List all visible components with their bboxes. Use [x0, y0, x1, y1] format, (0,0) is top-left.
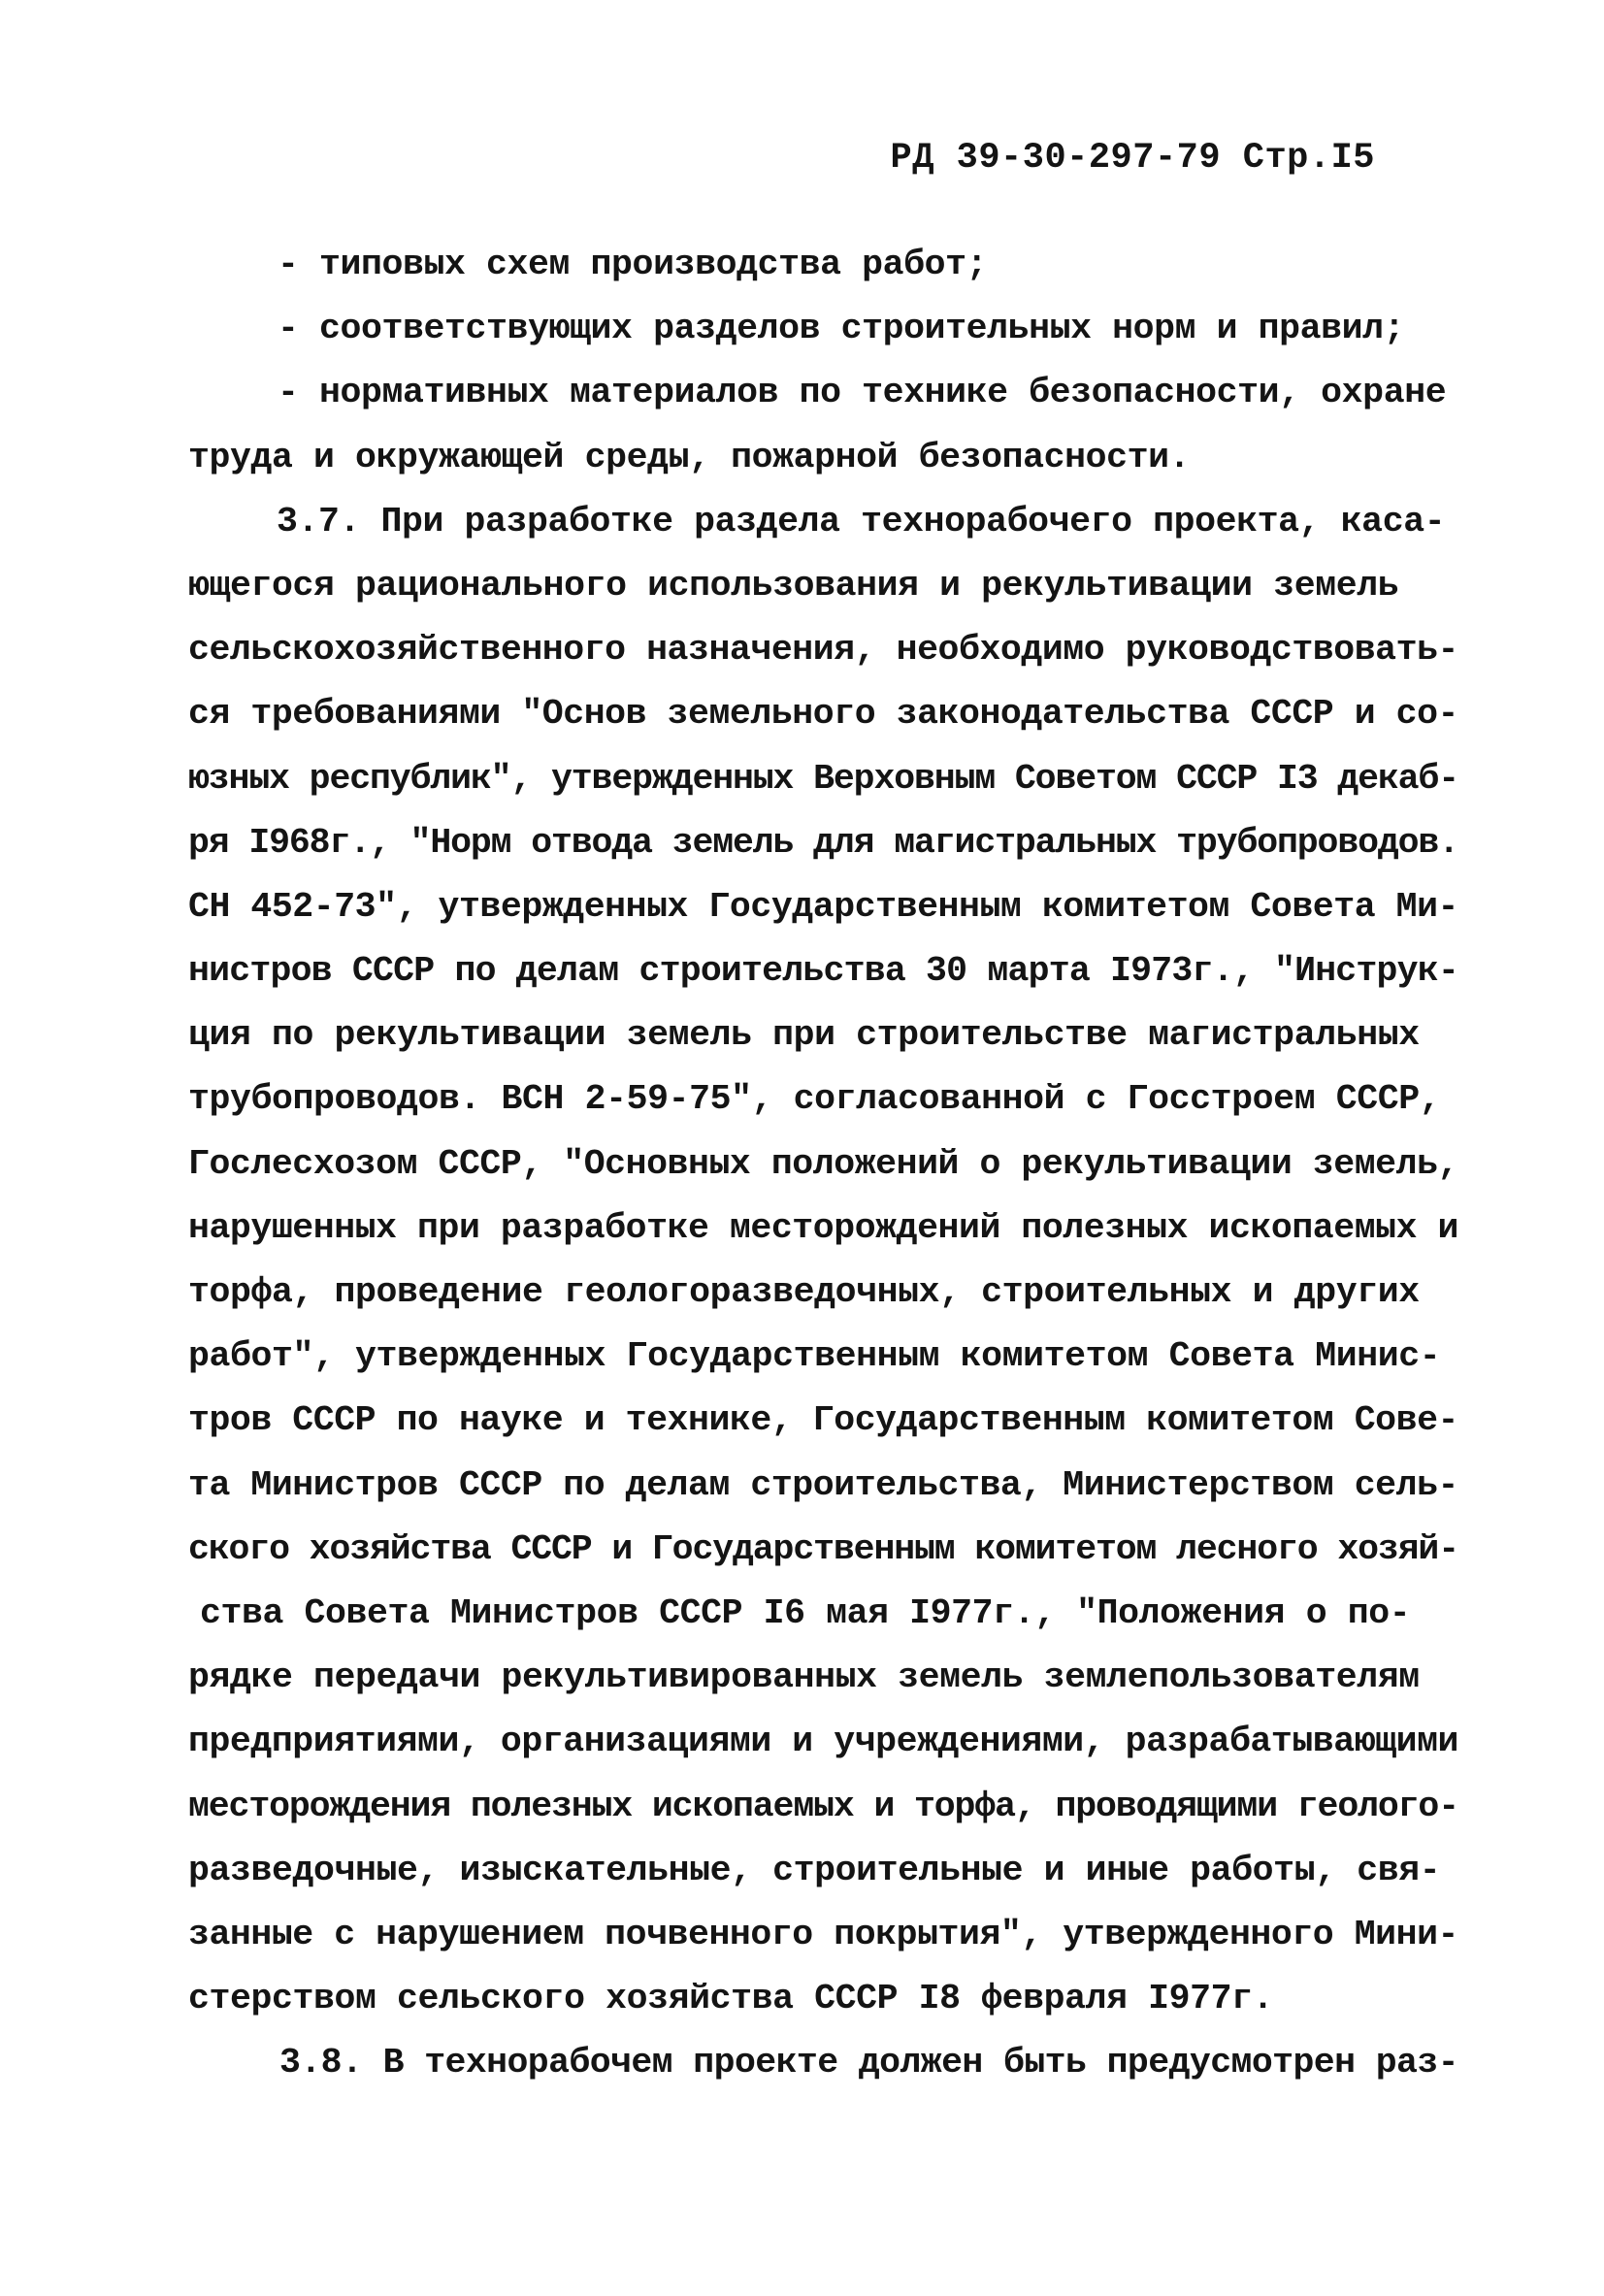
text-line: ция по рекультивации земель при строительстве магистральных [188, 1015, 1420, 1056]
text-line: разведочные, изыскательные, строительные и иные работы, свя- [188, 1850, 1441, 1890]
text-line: та Министров СССР по делам строительства, Министерством сель- [188, 1464, 1458, 1505]
text-line: 3.8. В технорабочем проекте должен быть предусмотрен раз- [279, 2043, 1458, 2083]
text-line: тров СССР по науке и технике, Государственным комитетом Сове- [188, 1400, 1458, 1441]
text-line: - соответствующих разделов строительных норм и правил; [278, 309, 1405, 349]
text-line: рядке передачи рекультивированных земель землепользователям [188, 1657, 1420, 1698]
text-line: месторождения полезных ископаемых и торфа, проводящими геолого- [188, 1786, 1458, 1826]
text-line: труда и окружающей среды, пожарной безопасности. [188, 437, 1191, 477]
text-line: сельскохозяйственного назначения, необходимо руководствовать- [188, 630, 1458, 671]
body-text [188, 233, 1458, 2095]
text-line: стерством сельского хозяйства СССР I8 февраля I977г. [188, 1979, 1274, 2019]
text-line: - типовых схем производства работ; [278, 245, 988, 284]
text-line: работ", утвержденных Государственным комитетом Совета Минис- [188, 1336, 1441, 1377]
text-line: - нормативных материалов по технике безопасности, охране [278, 373, 1447, 413]
text-line: СН 452-73", утвержденных Государственным комитетом Совета Ми- [188, 886, 1458, 927]
text-line: ства Совета Министров СССР I6 мая I977г., "Положения о по- [200, 1592, 1411, 1633]
text-line: юзных республик", утвержденных Верховным Советом СССР I3 декаб- [188, 758, 1458, 799]
text-line: нарушенных при разработке месторождений полезных ископаемых и [188, 1207, 1458, 1248]
text-line: ского хозяйства СССР и Государственным комитетом лесного хозяй- [188, 1528, 1458, 1569]
text-line: занные с нарушением почвенного покрытия", утвержденного Мини- [188, 1914, 1458, 1954]
text-line: 3.7. При разработке раздела технорабочего проекта, каса- [277, 501, 1446, 541]
text-line: ся требованиями "Основ земельного законодательства СССР и со- [188, 694, 1458, 735]
text-line: Гослесхозом СССР, "Основных положений о рекультивации земель, [188, 1143, 1458, 1184]
page-header-doc-ref: РД 39-30-297-79 Стр.I5 [890, 138, 1375, 179]
text-line: трубопроводов. ВСН 2-59-75", согласованной с Госстроем СССР, [188, 1079, 1441, 1120]
text-line: торфа, проведение геологоразведочных, строительных и других [188, 1272, 1420, 1312]
text-line: нистров СССР по делам строительства 30 марта I973г., "Инструк- [188, 951, 1458, 992]
text-line: ющегося рационального использования и рекультивации земель [188, 565, 1399, 606]
text-line: ря I968г., "Норм отвода земель для магистральных трубопроводов. [188, 822, 1458, 863]
text-line: предприятиями, организациями и учреждениями, разрабатывающими [188, 1722, 1458, 1762]
